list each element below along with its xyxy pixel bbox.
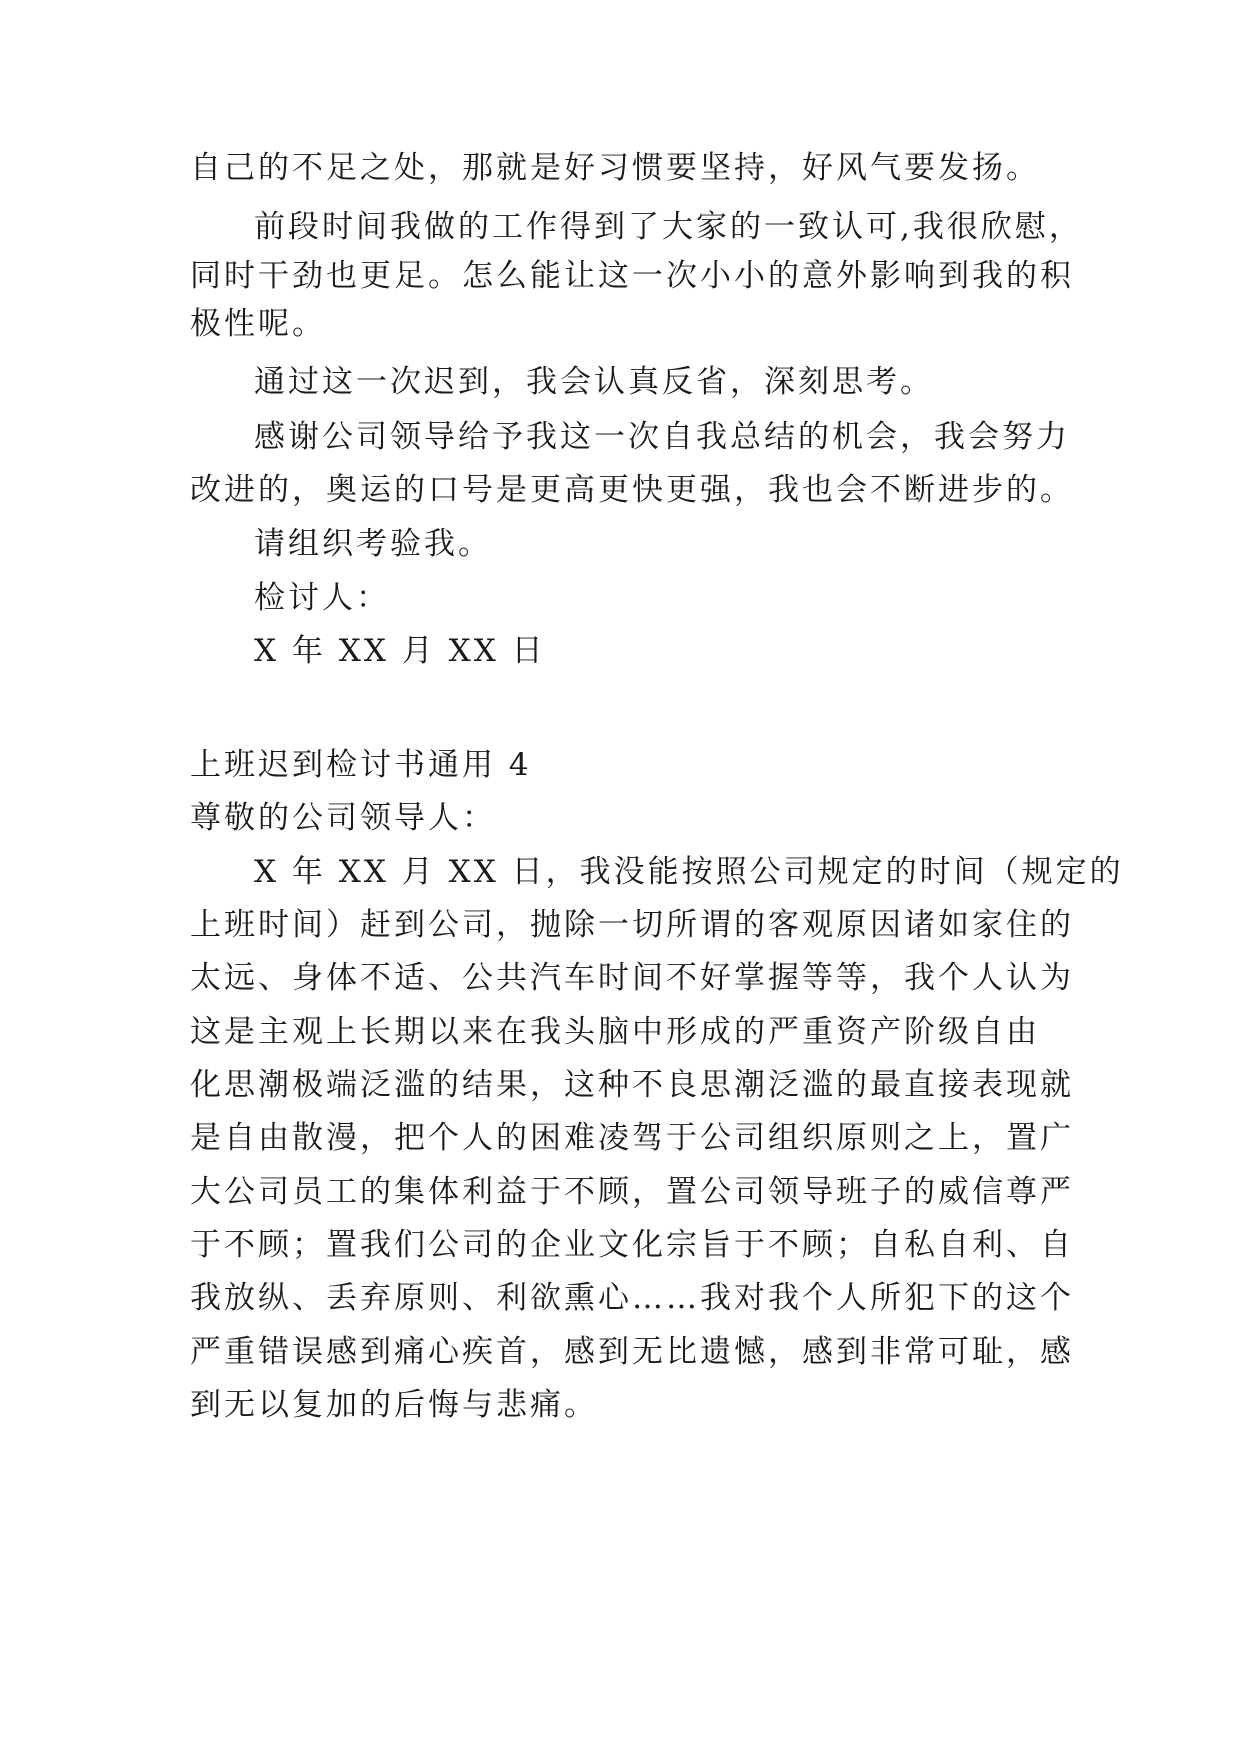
body-text-line: 前段时间我做的工作得到了大家的一致认可,我很欣慰， <box>254 209 1083 245</box>
date-line: X 年 XX 月 XX 日 <box>254 633 546 669</box>
body-text-line: 化思潮极端泛滥的结果，这种不良思潮泛滥的最直接表现就 <box>190 1067 1074 1103</box>
salutation: 尊敬的公司领导人： <box>190 800 496 836</box>
body-text-line: 太远、身体不适、公共汽车时间不好掌握等等，我个人认为 <box>190 960 1074 996</box>
body-text-line: 极性呢。 <box>190 306 326 342</box>
body-text-line: 请组织考验我。 <box>254 526 492 562</box>
section-title: 上班迟到检讨书通用 4 <box>190 747 532 783</box>
body-text-line: 自己的不足之处，那就是好习惯要坚持，好风气要发扬。 <box>190 150 1040 186</box>
body-text-line: 大公司员工的集体利益于不顾，置公司领导班子的威信尊严 <box>190 1174 1074 1210</box>
body-text-line: 于不顾；置我们公司的企业文化宗旨于不顾；自私自利、自 <box>190 1227 1074 1263</box>
body-text-line: 我放纵、丢弃原则、利欲熏心……我对我个人所犯下的这个 <box>190 1280 1074 1316</box>
body-text-line: 感谢公司领导给予我这一次自我总结的机会，我会努力 <box>254 419 1070 455</box>
signature-label: 检讨人： <box>254 580 390 616</box>
body-text-line: 是自由散漫，把个人的困难凌驾于公司组织原则之上，置广 <box>190 1120 1074 1156</box>
body-text-line: 通过这一次迟到，我会认真反省，深刻思考。 <box>254 364 934 400</box>
body-text-line: 这是主观上长期以来在我头脑中形成的严重资产阶级自由 <box>190 1014 1040 1050</box>
body-text-line: 严重错误感到痛心疾首，感到无比遗憾，感到非常可耻，感 <box>190 1334 1074 1370</box>
body-text-line: 到无以复加的后悔与悲痛。 <box>190 1387 598 1423</box>
body-text-line: 上班时间）赶到公司，抛除一切所谓的客观原因诸如家住的 <box>190 907 1074 943</box>
body-text-line: 改进的，奥运的口号是更高更快更强，我也会不断进步的。 <box>190 472 1074 508</box>
body-text-line: X 年 XX 月 XX 日，我没能按照公司规定的时间（规定的 <box>254 854 1124 890</box>
body-text-line: 同时干劲也更足。怎么能让这一次小小的意外影响到我的积 <box>190 258 1074 294</box>
